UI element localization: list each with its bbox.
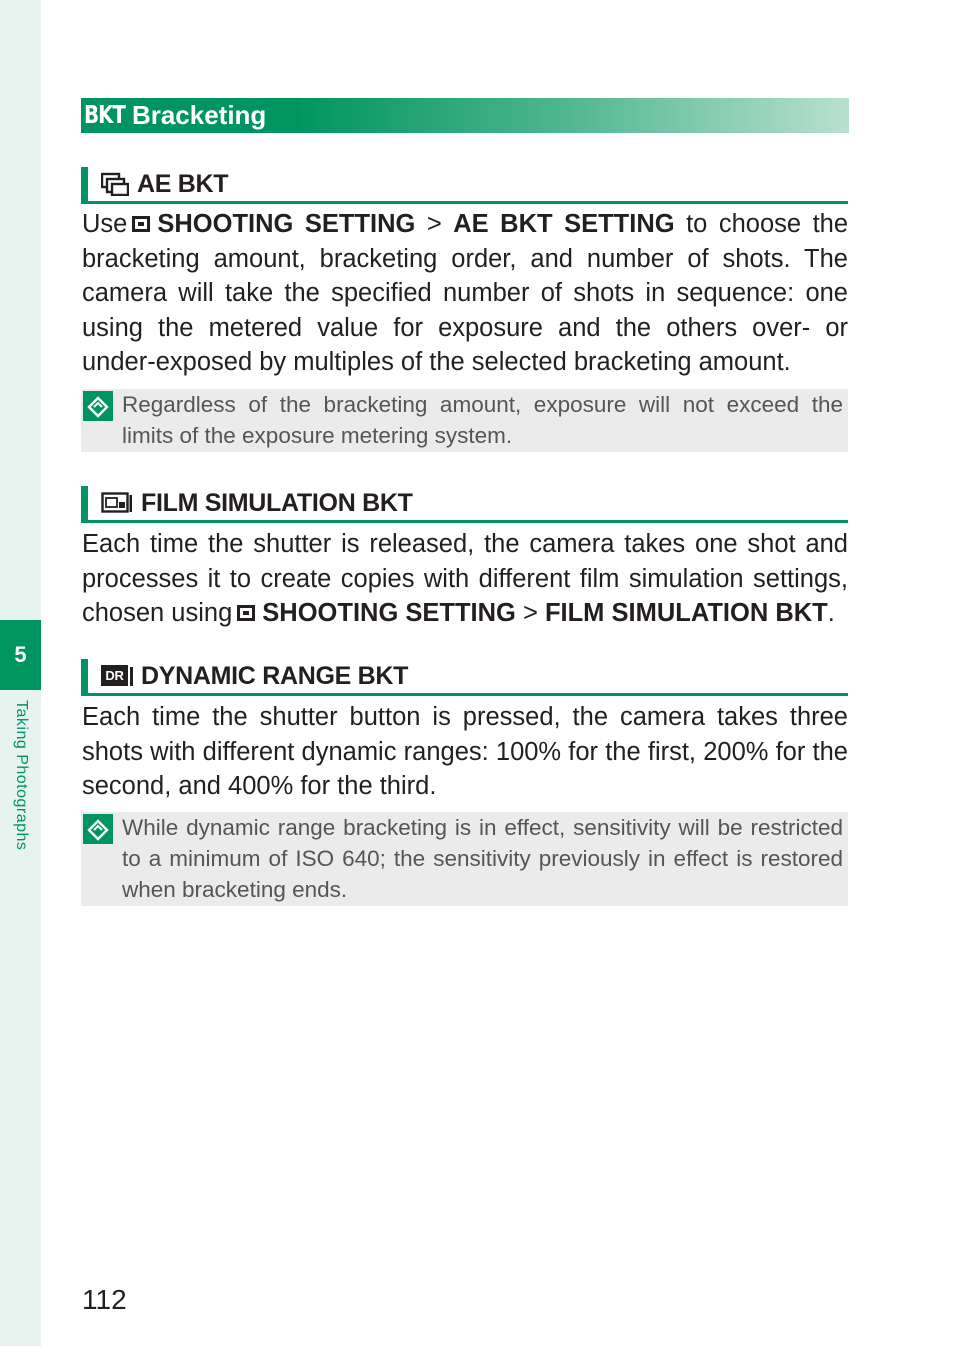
film-simulation-bkt-body	[82, 527, 848, 631]
dynamic-range-icon	[101, 665, 133, 687]
ae-bkt-title: AE BKT	[137, 169, 229, 198]
heading-bar	[81, 486, 88, 520]
banner-title: Bracketing	[131, 100, 267, 130]
note-icon	[83, 391, 113, 421]
body-text: Use	[82, 210, 128, 238]
note-box	[81, 812, 848, 906]
menu-keyword: SHOOTING SETTING	[262, 599, 516, 628]
section-banner	[81, 98, 849, 133]
note-text: Regardless of the bracketing amount, exposure will not exceed the limits of the exposure metering system.	[122, 392, 843, 448]
ae-bkt-icon	[101, 172, 129, 196]
note-text: While dynamic range bracketing is in effect, sensitivity will be restricted to a minimum of ISO 640; the sensitivity previously in effect is restored when bracketing ends.	[122, 815, 843, 902]
dr-icon-label: DR	[101, 665, 128, 686]
chapter-number-box: 5	[0, 620, 41, 690]
menu-keyword: AE BKT SETTING	[453, 210, 675, 238]
menu-keyword: SHOOTING SETTING	[157, 210, 416, 238]
body-text: >	[415, 210, 454, 238]
dynamic-range-bkt-title: DYNAMIC RANGE BKT	[141, 661, 409, 690]
note-box	[81, 389, 848, 452]
dynamic-range-bkt-body: Each time the shutter button is pressed, the camera takes three shots with different dynamic ranges: 100% for the first, 200% for the second, and 400% for the third.	[82, 703, 848, 801]
chapter-title: Taking Photographs	[13, 700, 30, 851]
heading-bar	[81, 167, 88, 201]
body-text: Each time the shutter is released, the camera takes one shot and processes it to create copies with different film simulation settings, chosen using	[82, 530, 848, 628]
camera-icon	[236, 603, 256, 623]
body-text: .	[827, 599, 835, 628]
ae-bkt-body	[82, 207, 848, 380]
menu-keyword: FILM SIMULATION BKT	[544, 599, 828, 628]
page-number: 112	[82, 1284, 127, 1315]
film-simulation-icon	[101, 492, 133, 514]
bkt-icon: BKT	[84, 101, 125, 130]
note-icon	[83, 814, 113, 844]
dynamic-range-bkt-heading	[81, 659, 848, 696]
heading-bar	[81, 659, 88, 693]
film-simulation-bkt-title: FILM SIMULATION BKT	[141, 488, 413, 517]
camera-icon	[131, 214, 151, 234]
ae-bkt-heading	[81, 167, 848, 204]
film-simulation-bkt-heading	[81, 486, 848, 523]
body-text: to choose the bracketing amount, bracketing order, and number of shots. The camera will take the specified number of shots in sequence: one using the metered value for exposure and the others over- or under-exposed by multiples of the selected bracketing amount.	[82, 210, 849, 377]
body-text: >	[515, 599, 545, 628]
